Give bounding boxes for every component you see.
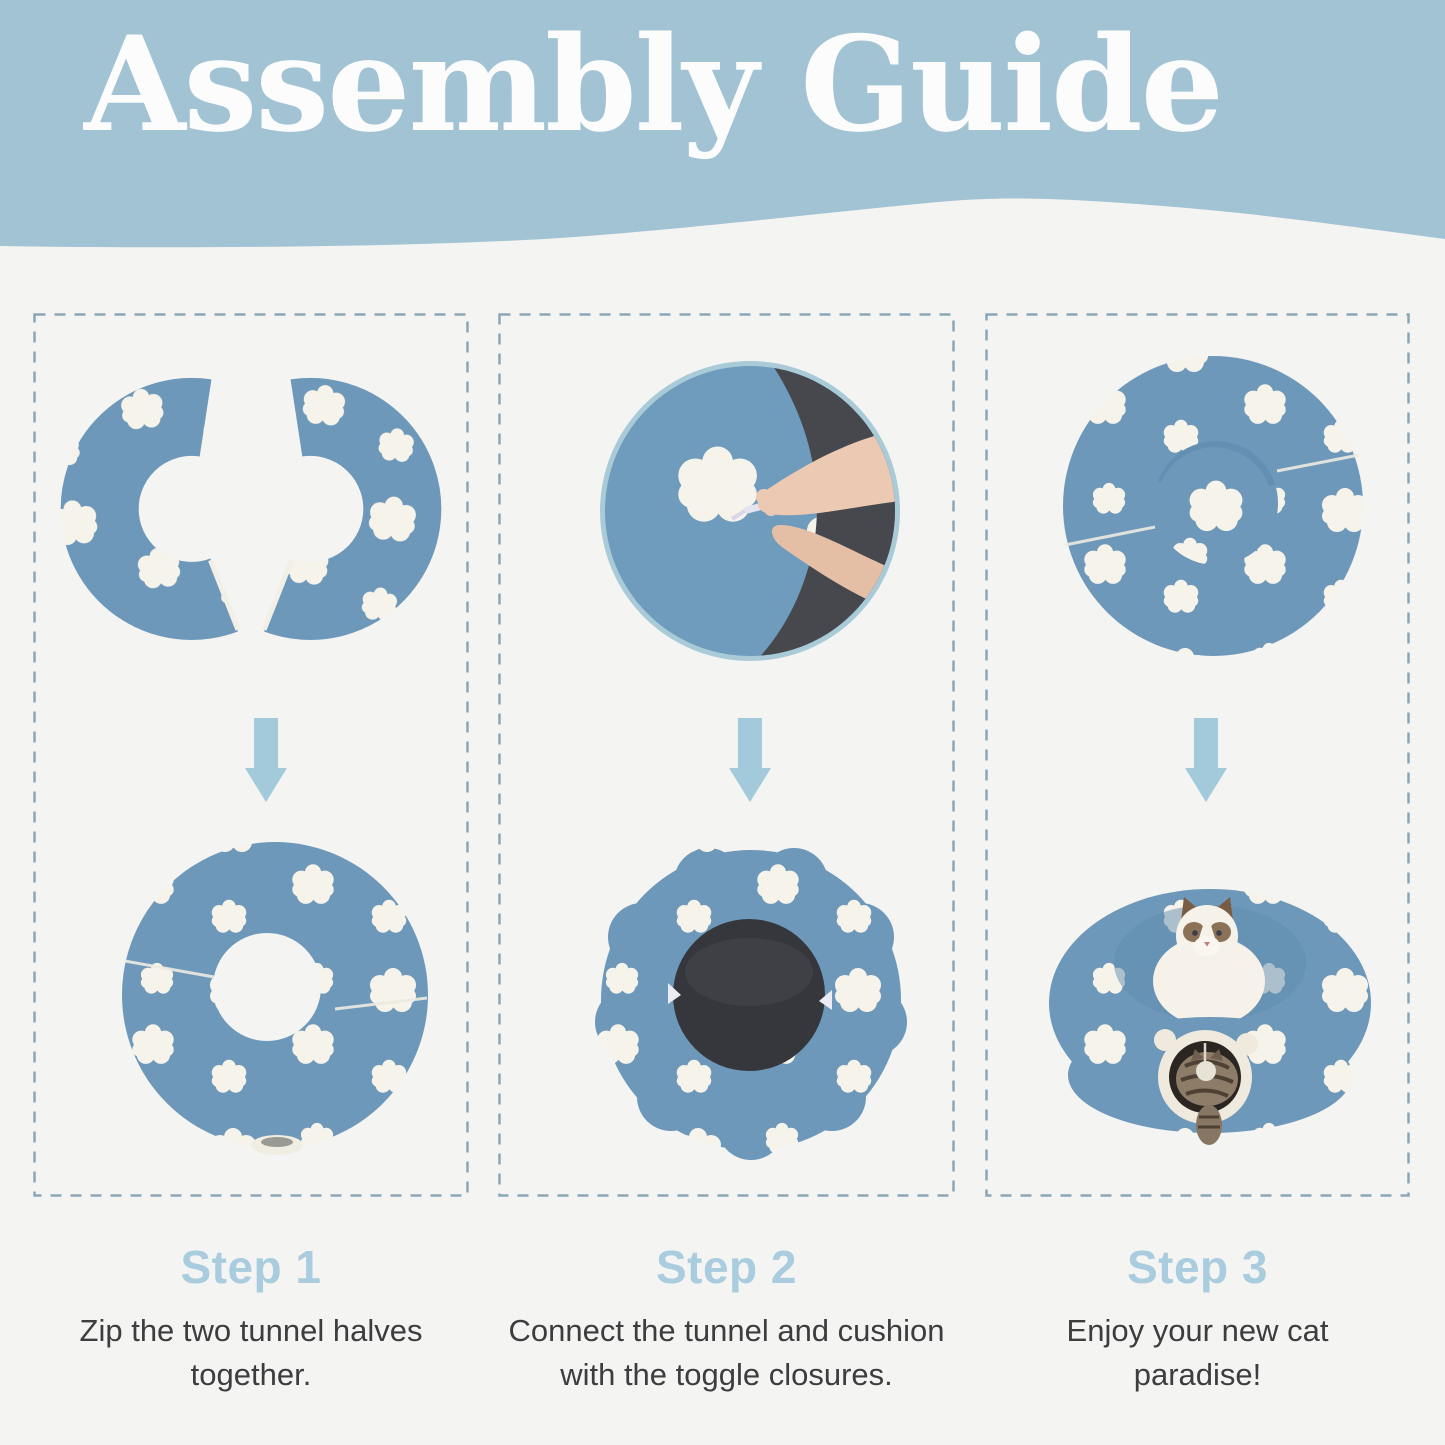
description-line: Connect the tunnel and cushion (508, 1313, 945, 1348)
two-tunnel-halves-illustration (91, 414, 412, 643)
step-1-description (13, 1309, 489, 1397)
down-arrow-icon (245, 718, 287, 802)
pompom-toy (1196, 1061, 1216, 1081)
description-line: paradise! (1133, 1357, 1262, 1393)
tunnel-with-cushion-illustration (595, 848, 907, 1160)
description-line: together. (190, 1357, 312, 1393)
step-2-illustration (498, 313, 955, 1197)
cats-in-finished-bed-illustration (1049, 889, 1371, 1145)
down-arrow-icon (729, 718, 771, 802)
step-1-panel (33, 313, 469, 1197)
description-line: Enjoy your new cat (1066, 1313, 1329, 1348)
description-line: Zip the two tunnel halves (79, 1313, 423, 1348)
step-1-caption (13, 1240, 489, 1397)
step-2-heading: Step 2 (655, 1241, 798, 1293)
toggle-closure-closeup-photo (600, 353, 910, 671)
step-3-heading: Step 3 (1126, 1241, 1269, 1293)
zipped-tunnel-ring-illustration (122, 842, 428, 1155)
step-2-panel (498, 313, 955, 1197)
step-3-panel (985, 313, 1410, 1197)
step-3-caption (967, 1240, 1428, 1397)
step-3-illustration (985, 313, 1410, 1197)
step-2-description (486, 1309, 967, 1397)
page-title: Assembly Guide (84, 7, 1223, 161)
step-1-illustration (33, 313, 469, 1197)
step-3-description (967, 1309, 1428, 1397)
description-line: with the toggle closures. (560, 1357, 893, 1393)
down-arrow-icon (1185, 718, 1227, 802)
step-1-heading: Step 1 (180, 1241, 322, 1293)
assembled-bed-top-view-illustration (1063, 356, 1363, 656)
step-2-caption (486, 1240, 967, 1397)
